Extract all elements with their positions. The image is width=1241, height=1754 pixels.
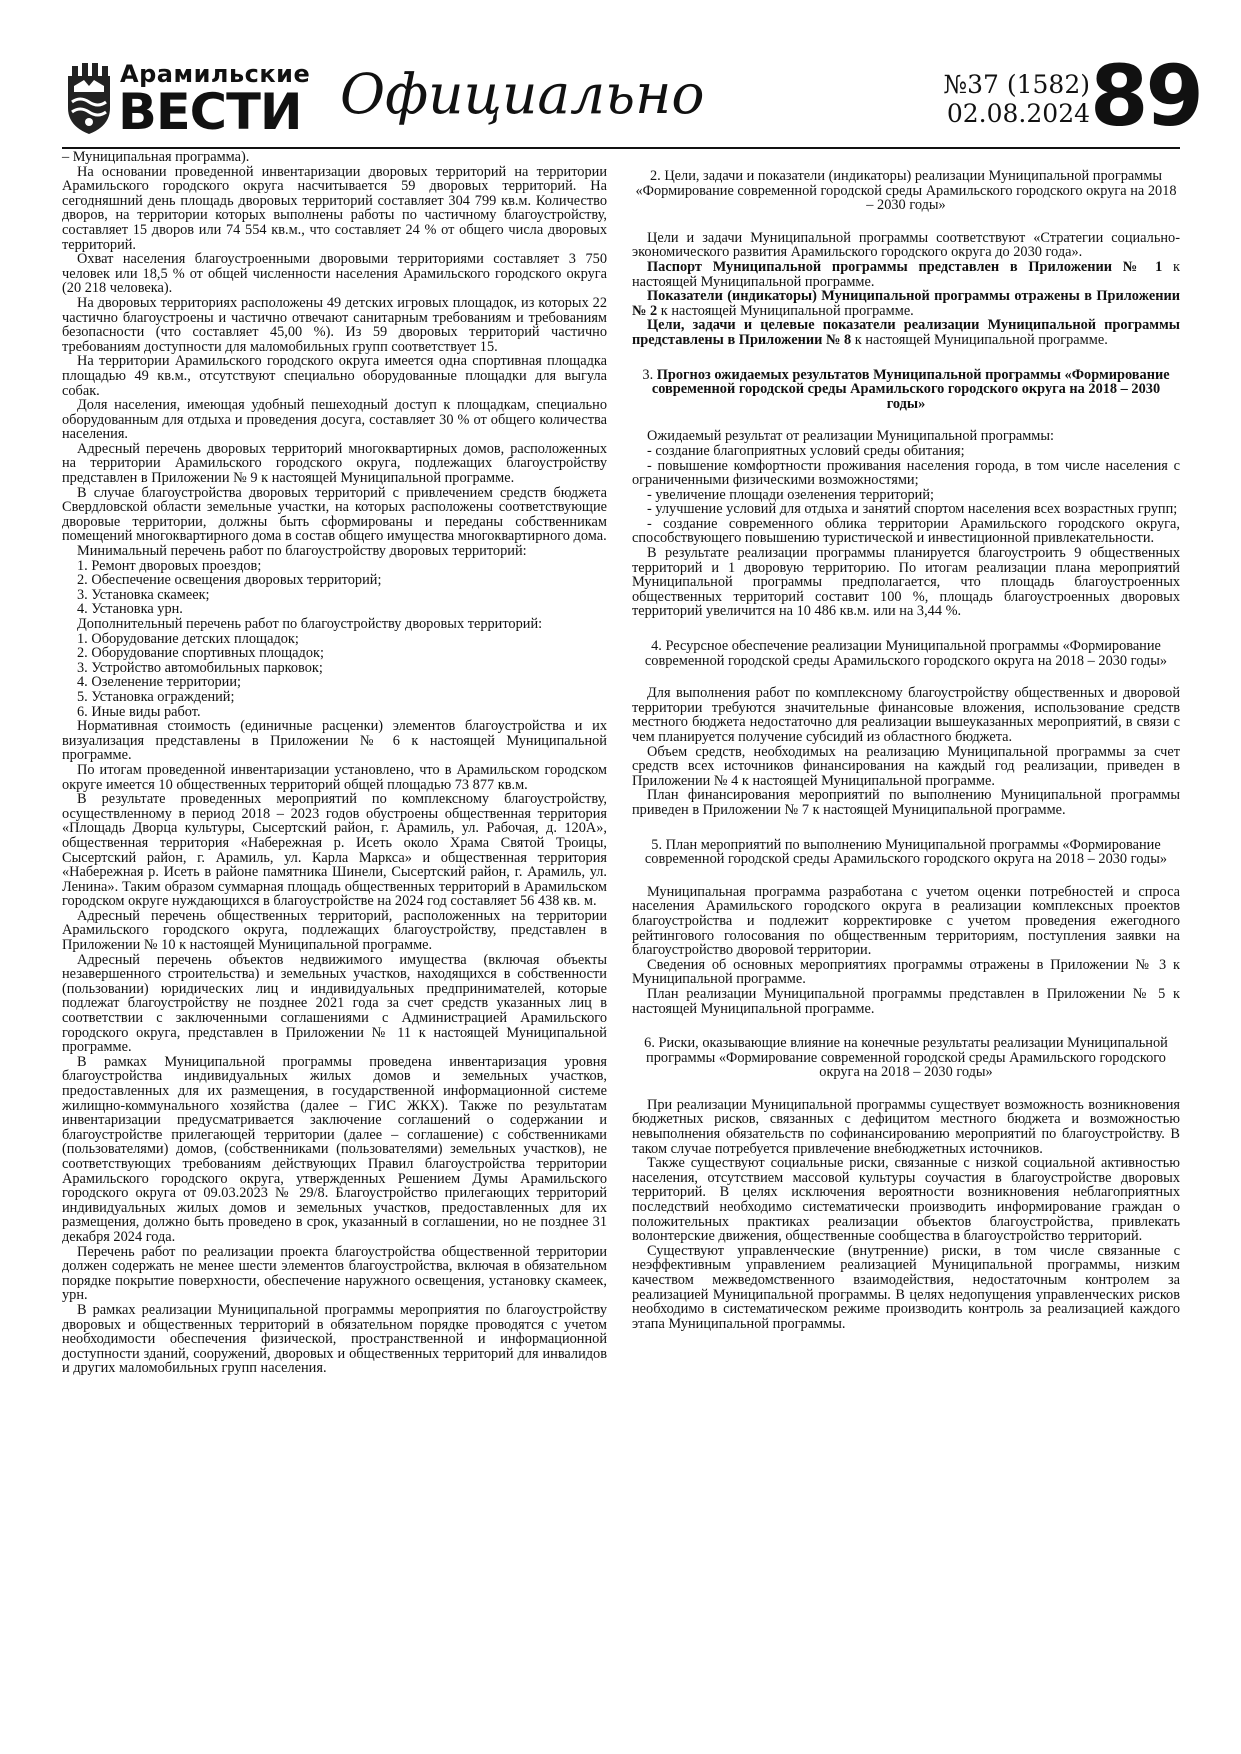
paragraph: Минимальный перечень работ по благоустройству дворовых территорий:	[77, 543, 527, 560]
section-2-title: 2. Цели, задачи и показатели (индикаторы) реализации Муниципальной программы «Формирование современной городской среды Арамильского городского округа на 2018 – 2030 годы»	[635, 168, 1177, 214]
paragraph: 1. Ремонт дворовых проездов;	[77, 557, 262, 574]
paragraph: Объем средств, необходимых на реализацию Муниципальной программы за счет средств всех источников финансирования на каждый год реализации, приведен в Приложении № 4 к настоящей Муниципальной программе.	[632, 743, 1180, 789]
paragraph: Для выполнения работ по комплексному благоустройству общественных и дворовой территории требуются значительные финансовые вложения, использование средств местного бюджета недостаточно для реализации вышеуказанных мероприятий, в связи с чем планируется получение субсидий из областного бюджета.	[632, 685, 1180, 745]
section-4-title: 4. Ресурсное обеспечение реализации Муниципальной программы «Формирование современной городской среды Арамильского городского округа на 2018 – 2030 годы»	[644, 638, 1168, 669]
paragraph: 5. Установка ограждений;	[77, 688, 235, 705]
paragraph: Ожидаемый результат от реализации Муниципальной программы:	[647, 428, 1055, 445]
section-3-number: 3.	[642, 366, 657, 383]
text: к настоящей Муниципальной программе.	[632, 258, 1180, 290]
paragraph: Сведения об основных мероприятиях программы отражены в Приложении № 3 к Муниципальной программе.	[632, 956, 1180, 988]
paragraph: 3. Устройство автомобильных парковок;	[77, 659, 323, 676]
right-column	[632, 169, 1180, 1331]
paragraph: 6. Иные виды работ.	[77, 703, 201, 720]
paragraph: На дворовых территориях расположены 49 детских игровых площадок, из которых 22 частично благоустроены и частично отвечают санитарным требованиям и требованиям безопасности (что составляет 45,00 %). Из 59 дворовых территорий частично требованиям доступности для маломобильных групп соответствует 15.	[62, 294, 607, 355]
paragraph: Нормативная стоимость (единичные расценки) элементов благоустройства и их визуализация представлены в Приложении № 6 к настоящей Муниципальной программе.	[62, 718, 607, 764]
paragraph: В рамках реализации Муниципальной программы мероприятия по благоустройству дворовых и общественных территорий в обязательном порядке проводятся с учетом необходимости обеспечения физической, пространственной и информационной доступности зданий, сооружений, дворовых и общественных территорий для инвалидов и других маломобильных групп населения.	[62, 1301, 607, 1377]
paragraph: В результате проведенных мероприятий по комплексному благоустройству, осуществленному в период 2018 – 2023 годов обустроены общественная территория «Площадь Дворца культуры, Сысертский район, г. Арамиль, ул. Рабочая, д. 120А», общественная территория «Набережная р. Исеть около Храма Святой Троицы, Сысертский район, г. Арамиль, ул. Карла Маркса» и общественная территория «Набережная р. Исеть в районе памятника Шинели, Сысертский район, г. Арамиль, ул. Ленина». Таким образом суммарная площадь общественных территорий в Арамильском городском округе нуждающихся в благоустройстве на 2024 год составляет 56 438 кв. м.	[62, 791, 607, 910]
paragraph: 4. Установка урн.	[77, 601, 183, 618]
paragraph: В результате реализации программы планируется благоустроить 9 общественных территорий и 1 дворовую территорию. По итогам реализации плана мероприятий Муниципальной программы предполагается, что площадь благоустроенных общественных территорий составит 100 %, площадь благоустроенных дворовых территорий увеличится на 10 486 кв.м. или на 3,44 %.	[632, 545, 1180, 620]
logo-title-bottom: ВЕСТИ	[118, 83, 302, 141]
page-header	[62, 47, 1201, 146]
paragraph: - создание благоприятных условий среды обитания;	[647, 442, 965, 459]
section-4-body	[632, 686, 1180, 817]
paragraph: План финансирования мероприятий по выполнению Муниципальной программы приведен в Приложении № 7 к настоящей Муниципальной программе.	[632, 787, 1180, 818]
paragraph: - повышение комфортности проживания населения города, в том числе населения с ограниченными физическими возможностями;	[632, 457, 1180, 489]
issue-number: №37 (1582)	[943, 70, 1090, 99]
issue-date: 02.08.2024	[946, 99, 1090, 128]
paragraph: 2. Оборудование спортивных площадок;	[77, 645, 324, 662]
paragraph: В случае благоустройства дворовых территорий с привлечением средств бюджета Свердловской области земельные участки, на которых расположены соответствующие дворовые территории, должны быть сформированы и переданы собственникам помещений многоквартирного дома в состав общего имущества многоквартирного дома.	[62, 484, 607, 545]
paragraph: 2. Обеспечение освещения дворовых территорий;	[77, 572, 382, 589]
paragraph: При реализации Муниципальной программы существует возможность возникновения бюджетных рисков, связанных с дефицитом местного бюджета и возможностью невыполнения обязательств по софинансированию мероприятий по благоустройству. В таком случае потребуется привлечение внебюджетных источников.	[632, 1096, 1180, 1157]
paragraph: Также существуют социальные риски, связанные с низкой социальной активностью населения, отсутствием массовой культуры соучастия в благоустройстве дворовых территорий. В целях исключения вероятности возникновения неблагоприятных последствий необходимо систематически производить информирование граждан о положительных практиках реализации объектов благоустройства, привлекать волонтерские движения, общественные сообщества в благоустройство территорий.	[632, 1155, 1180, 1245]
paragraph	[632, 318, 1180, 347]
page-number: 89	[1090, 47, 1201, 145]
paragraph: 4. Озеленение территории;	[77, 674, 242, 691]
paragraph: Существуют управленческие (внутренние) риски, в том числе связанные с неэффективным управлением реализацией Муниципальной программы, низким качеством межведомственного взаимодействия, недостаточным контролем за реализацией Муниципальной программы. В целях недопущения управленческих рисков необходимо в систематическом режиме производить контроль за реализацией каждого этапа Муниципальной программы.	[632, 1242, 1180, 1332]
paragraph: - создание современного облика территории Арамильского городского округа, способствующего повышению туристической и инвестиционной привлекательности.	[632, 515, 1180, 547]
section-title: Официально	[340, 62, 705, 126]
bold-text: Показатели (индикаторы) Муниципальной программы отражены в Приложении № 2	[632, 288, 1180, 319]
paragraph: Дополнительный перечень работ по благоустройству дворовых территорий:	[77, 616, 543, 632]
paragraph: План реализации Муниципальной программы представлен в Приложении № 5 к настоящей Муниципальной программе.	[632, 985, 1180, 1017]
paragraph: Адресный перечень общественных территорий, расположенных на территории Арамильского городского округа, подлежащих благоустройству, представлен в Приложении № 10 к настоящей Муниципальной программе.	[62, 907, 607, 954]
issue-info	[880, 70, 1090, 128]
bold-text: Паспорт Муниципальной программы представлен в Приложении № 1	[647, 258, 1163, 275]
text: к настоящей Муниципальной программе.	[851, 331, 1108, 348]
paragraph: Доля населения, имеющая удобный пешеходный доступ к площадкам, специально оборудованным для отдыха и проведения досуга, составляет 30 % от общего количества населения.	[62, 397, 607, 443]
bold-text: Цели, задачи и целевые показатели реализации Муниципальной программы представлены в Приложении № 8	[632, 317, 1180, 348]
paragraph: Муниципальная программа разработана с учетом оценки потребностей и спроса населения Арамильского городского округа в реализации комплексных проектов благоустройства и подлежит корректировке с учетом проведения ежегодного рейтингового голосования по общественным территориям, поступления заявки на благоустройство дворовой территории.	[632, 883, 1180, 959]
section-5-title: 5. План мероприятий по выполнению Муниципальной программы «Формирование современной городской среды Арамильского городского округа на 2018 – 2030 годы»	[644, 836, 1168, 868]
section-3-heading: Прогноз ожидаемых результатов Муниципальной программы «Формирование современной городской среды Арамильского городского округа на 2018 – 2030 годы»	[651, 366, 1170, 412]
paragraph: 1. Оборудование детских площадок;	[77, 630, 299, 647]
section-6-body	[632, 1098, 1180, 1332]
paragraph: Адресный перечень дворовых территорий многоквартирных домов, расположенных на территории Арамильского городского округа, подлежащих благоустройству представлен в Приложении № 9 к настоящей Муниципальной программе.	[62, 440, 607, 487]
text: к настоящей Муниципальной программе.	[657, 302, 914, 319]
paragraph: Охват населения благоустроенными дворовыми территориями составляет 3 750 человек или 18,5 % от общей численности населения Арамильского городского округа (20 218 человека).	[62, 251, 607, 297]
paragraph: Адресный перечень объектов недвижимого имущества (включая объекты незавершенного строительства) и земельных участков, находящихся в собственности (пользовании) юридических лиц и индивидуальных предпринимателей, которые подлежат благоустройству не позднее 2021 года за счет средств указанных лиц в соответствии с заключенными соглашениями с Администрацией Арамильского городского округа, представлен в Приложении № 11 к настоящей Муниципальной программе.	[62, 951, 607, 1056]
paragraph: По итогам проведенной инвентаризации установлено, что в Арамильском городском округе имеется 10 общественных территорий общей площадью 73 877 кв.м.	[62, 761, 607, 793]
newspaper-logo	[62, 58, 311, 141]
paragraph: 3. Установка скамеек;	[77, 586, 210, 603]
left-column	[62, 150, 607, 1376]
paragraph: - увеличение площади озеленения территорий;	[647, 486, 935, 503]
coat-of-arms-icon	[64, 62, 114, 136]
paragraph: Перечень работ по реализации проекта благоустройства общественной территории должен содержать не менее шести элементов благоустройства, включая в обязательном порядке покрытие поверхности, обеспечение наружного освещения, установку скамеек, урн.	[62, 1243, 607, 1304]
paragraph	[632, 260, 1180, 289]
paragraph: В рамках Муниципальной программы проведена инвентаризация уровня благоустройства индивидуальных жилых домов и земельных участков, предоставленных для их размещения, в государственной информационной системе жилищно-коммунального хозяйства (далее – ГИС ЖКХ). Также по результатам инвентаризации предусматривается заключение соглашений о содержании и благоустройстве прилегающей территории (далее – соглашение) с собственниками (пользователями) домов, (собственниками (пользователями) земельных участков), не соответствующих требованиям действующих Правил благоустройства территории Арамильского городского округа, утвержденных Решением Думы Арамильского городского округа от 09.03.2023 № 29/8. Благоустройство прилегающих территорий индивидуальных жилых домов и земельных участков, предоставленных для их размещения, должно быть проведено в срок, указанный в соглашении, но не позднее 31 декабря 2024 года.	[62, 1053, 607, 1245]
section-5-body	[632, 885, 1180, 1016]
logo-title-top: Арамильские	[120, 60, 311, 88]
paragraph: На основании проведенной инвентаризации дворовых территорий на территории Арамильского городского округа насчитывается 59 дворовых территорий. На сегодняшний день площадь дворовых территорий составляет 304 799 кв.м. Количество дворов, на территории которых выполнены работы по частичному благоустройству, составляет 15 дворов или 74 554 кв.м., что составляет 24 % от общего числа дворовых территорий.	[62, 163, 607, 253]
paragraph	[632, 289, 1180, 318]
paragraph: На территории Арамильского городского округа имеется одна спортивная площадка площадью 49 кв.м., отсутствуют специально оборудованные площадки для выгула собак.	[62, 353, 607, 399]
section-6-title: 6. Риски, оказывающие влияние на конечные результаты реализации Муниципальной программы «Формирование современной городской среды Арамильского городского округа на 2018 – 2030 годы»	[644, 1035, 1168, 1081]
paragraph: Цели и задачи Муниципальной программы соответствуют «Стратегии социально-экономического развития Арамильского городского округа до 2030 года».	[632, 229, 1180, 261]
paragraph: - улучшение условий для отдыха и занятий спортом населения всех возрастных групп;	[647, 501, 1178, 518]
section-3-title	[632, 368, 1180, 412]
section-3-body	[632, 429, 1180, 619]
paragraph: – Муниципальная программа).	[62, 149, 250, 165]
